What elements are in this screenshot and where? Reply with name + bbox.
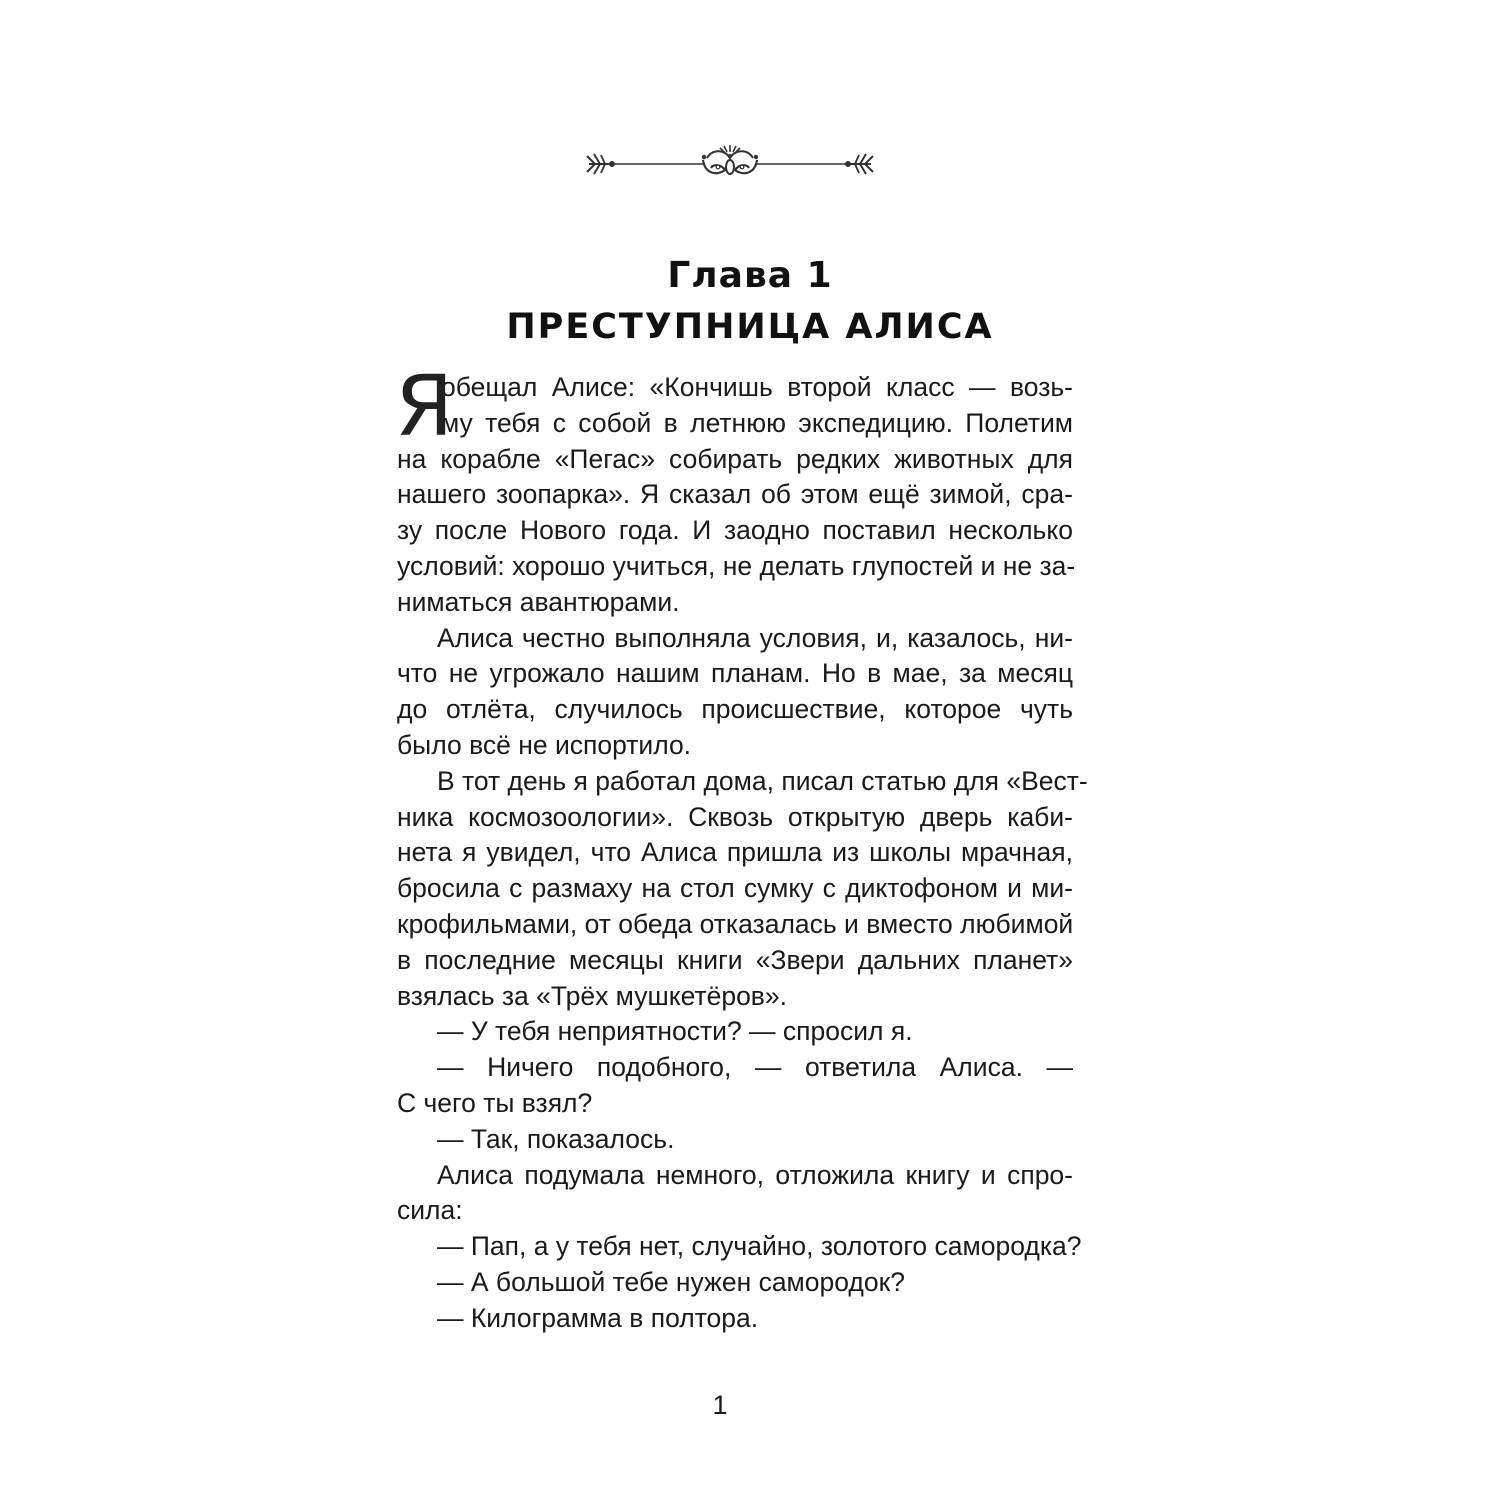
- text-line: что не угрожало нашим планам. Но в мае, за месяц: [397, 658, 1073, 689]
- text-line: зу после Нового года. И заодно поставил несколько: [397, 515, 1073, 546]
- text-line: бросила с размаху на стол сумку с диктофоном и ми-: [397, 873, 1073, 904]
- drop-cap-letter: Я: [395, 357, 454, 455]
- dialogue-line: — Так, показалось.: [437, 1123, 675, 1154]
- text-line: В тот день я работал дома, писал статью для «Вест-: [437, 765, 1088, 796]
- text-line: сила:: [397, 1195, 463, 1226]
- text-line: до отлёта, случилось происшествие, которое чуть: [397, 694, 1073, 725]
- text-line: Алиса честно выполняла условия, и, казалось, ни-: [437, 622, 1073, 653]
- first-paragraph-opening: [395, 357, 1073, 455]
- dialogue-line: — Пап, а у тебя нет, случайно, золотого самородка?: [437, 1231, 1082, 1262]
- chapter-body: [395, 357, 1088, 1337]
- dialogue-line: С чего ты взял?: [397, 1087, 593, 1118]
- text-line: ниматься авантюрами.: [397, 586, 680, 617]
- text-line: на корабле «Пегас» собирать редких животных для: [397, 443, 1073, 474]
- text-line: взялась за «Трёх мушкетёров».: [397, 980, 787, 1011]
- page-number: 1: [712, 1390, 728, 1420]
- text-line: крофильмами, от обеда отказалась и вместо любимой: [397, 908, 1074, 939]
- text-line: нета я увидел, что Алиса пришла из школы мрачная,: [397, 837, 1073, 868]
- text-line: нашего зоопарка». Я сказал об этом ещё зимой, сра-: [397, 479, 1073, 510]
- dialogue-line: — Килограмма в полтора.: [437, 1302, 759, 1333]
- text-line: му тебя с собой в летнюю экспедицию. Полетим: [441, 407, 1073, 438]
- dialogue-line: — А большой тебе нужен самородок?: [437, 1266, 905, 1297]
- text-line: было всё не испортило.: [397, 729, 692, 760]
- text-line: обещал Алисе: «Кончишь второй класс — возь-: [441, 372, 1073, 402]
- dialogue-line: — Ничего подобного, — ответила Алиса. —: [437, 1052, 1073, 1083]
- text-line: Алиса подумала немного, отложила книгу и спро-: [437, 1159, 1073, 1190]
- text-line: в последние месяцы книги «Звери дальних планет»: [397, 944, 1073, 975]
- chapter-title: ПРЕСТУПНИЦА АЛИСА: [506, 307, 994, 347]
- text-line: условий: хорошо учиться, не делать глупостей и не за-: [397, 550, 1076, 581]
- decorative-divider-icon: [585, 142, 875, 187]
- chapter-number: Глава 1: [667, 255, 833, 296]
- text-line: ника космозоологии». Сквозь открытую дверь каби-: [397, 801, 1073, 832]
- dialogue-line: — У тебя неприятности? — спросил я.: [437, 1016, 913, 1047]
